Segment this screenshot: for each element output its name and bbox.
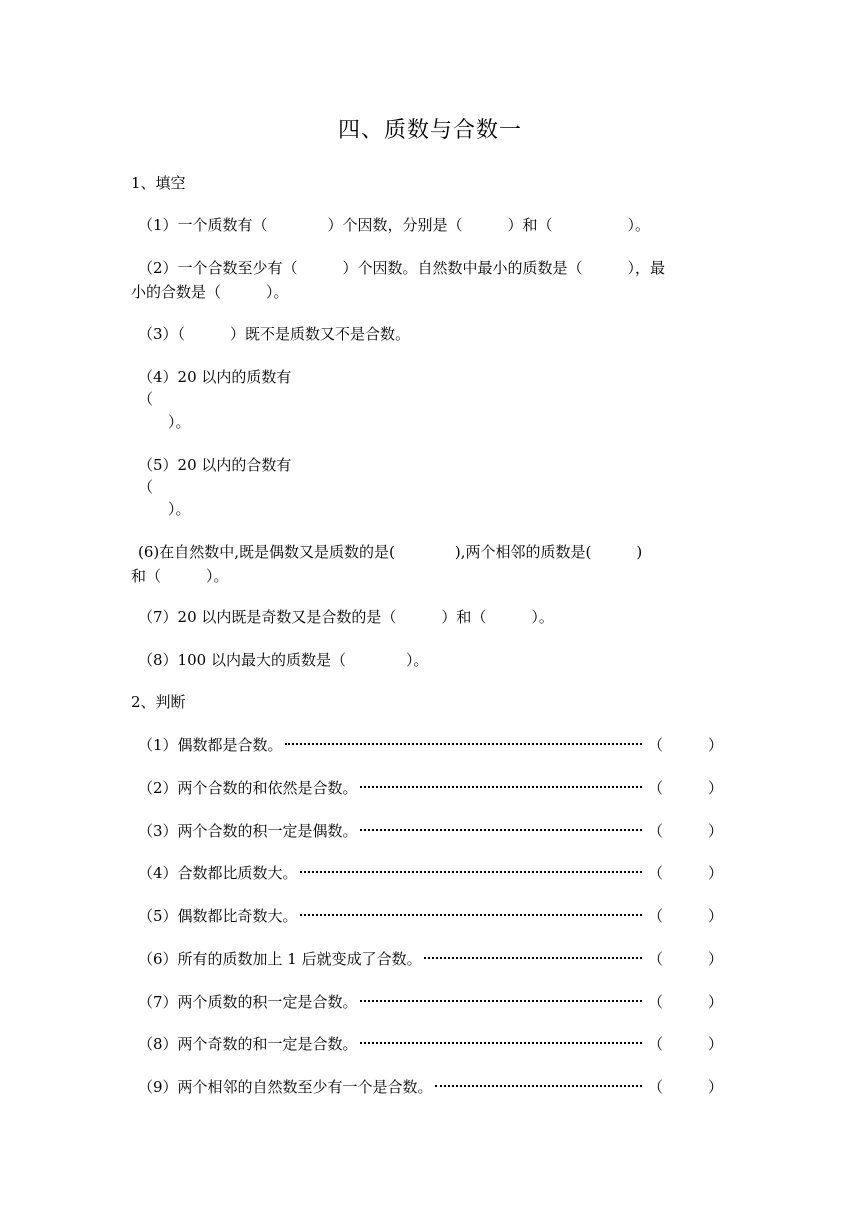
answer-bracket: （ ） bbox=[648, 736, 724, 754]
answer-bracket: （ ） bbox=[648, 779, 724, 797]
question-1-4-line1: （4）20 以内的质数有 bbox=[138, 368, 292, 386]
question-1-5-line1: （5）20 以内的合数有 bbox=[138, 456, 292, 474]
question-1-5-line3: ）。 bbox=[138, 500, 191, 518]
judge-statement: （8）两个奇数的和一定是合数。 bbox=[138, 1035, 358, 1053]
judge-item bbox=[138, 777, 724, 797]
question-1-3: （3）（ ）既不是质数又不是合数。 bbox=[138, 325, 411, 343]
judge-item bbox=[138, 948, 724, 968]
answer-bracket: （ ） bbox=[648, 1078, 724, 1096]
dot-leader bbox=[424, 957, 642, 959]
dot-leader bbox=[360, 786, 642, 788]
judge-statement: （3）两个合数的积一定是偶数。 bbox=[138, 822, 358, 840]
judge-statement: （9）两个相邻的自然数至少有一个是合数。 bbox=[138, 1078, 433, 1096]
dot-leader bbox=[360, 829, 642, 831]
dot-leader bbox=[435, 1085, 642, 1087]
judge-item bbox=[138, 862, 724, 882]
dot-leader bbox=[360, 1042, 642, 1044]
judge-item bbox=[138, 1076, 724, 1096]
question-1-6-line1: (6)在自然数中,既是偶数又是质数的是( ),两个相邻的质数是( ) bbox=[138, 543, 643, 561]
section-heading-judge: 2、判断 bbox=[131, 693, 186, 711]
judge-statement: （5）偶数都比奇数大。 bbox=[138, 907, 298, 925]
page-title: 四、质数与合数一 bbox=[337, 118, 522, 143]
judge-statement: （4）合数都比质数大。 bbox=[138, 864, 298, 882]
question-1-8: （8）100 以内最大的质数是（ ）。 bbox=[138, 651, 429, 669]
judge-item bbox=[138, 820, 724, 840]
question-1-4-line3: ）。 bbox=[138, 413, 191, 431]
answer-bracket: （ ） bbox=[648, 1035, 724, 1053]
question-1-1: （1）一个质数有（ ）个因数，分别是（ ）和（ ）。 bbox=[138, 216, 651, 234]
judge-item bbox=[138, 1033, 724, 1053]
answer-bracket: （ ） bbox=[648, 822, 724, 840]
question-1-4-line2: （ bbox=[138, 390, 154, 408]
section-heading-fill-in: 1、填空 bbox=[131, 174, 186, 192]
answer-bracket: （ ） bbox=[648, 950, 724, 968]
dot-leader bbox=[300, 871, 642, 873]
judge-statement: （1）偶数都是合数。 bbox=[138, 736, 283, 754]
question-1-7: （7）20 以内既是奇数又是合数的是（ ）和（ ）。 bbox=[138, 608, 554, 626]
judge-statement: （2）两个合数的和依然是合数。 bbox=[138, 779, 358, 797]
question-1-5-line2: （ bbox=[138, 478, 154, 496]
answer-bracket: （ ） bbox=[648, 907, 724, 925]
answer-bracket: （ ） bbox=[648, 993, 724, 1011]
judge-item bbox=[138, 991, 724, 1011]
question-1-6-line2: 和（ ）。 bbox=[131, 567, 229, 585]
dot-leader bbox=[360, 1000, 642, 1002]
judge-item bbox=[138, 905, 724, 925]
answer-bracket: （ ） bbox=[648, 864, 724, 882]
judge-item bbox=[138, 734, 724, 754]
judge-statement: （7）两个质数的积一定是合数。 bbox=[138, 993, 358, 1011]
dot-leader bbox=[285, 743, 642, 745]
judge-statement: （6）所有的质数加上 1 后就变成了合数。 bbox=[138, 950, 422, 968]
question-1-2-line1: （2）一个合数至少有（ ）个因数。自然数中最小的质数是（ ），最 bbox=[138, 259, 666, 277]
question-1-2-line2: 小的合数是（ ）。 bbox=[131, 283, 289, 301]
dot-leader bbox=[300, 914, 642, 916]
